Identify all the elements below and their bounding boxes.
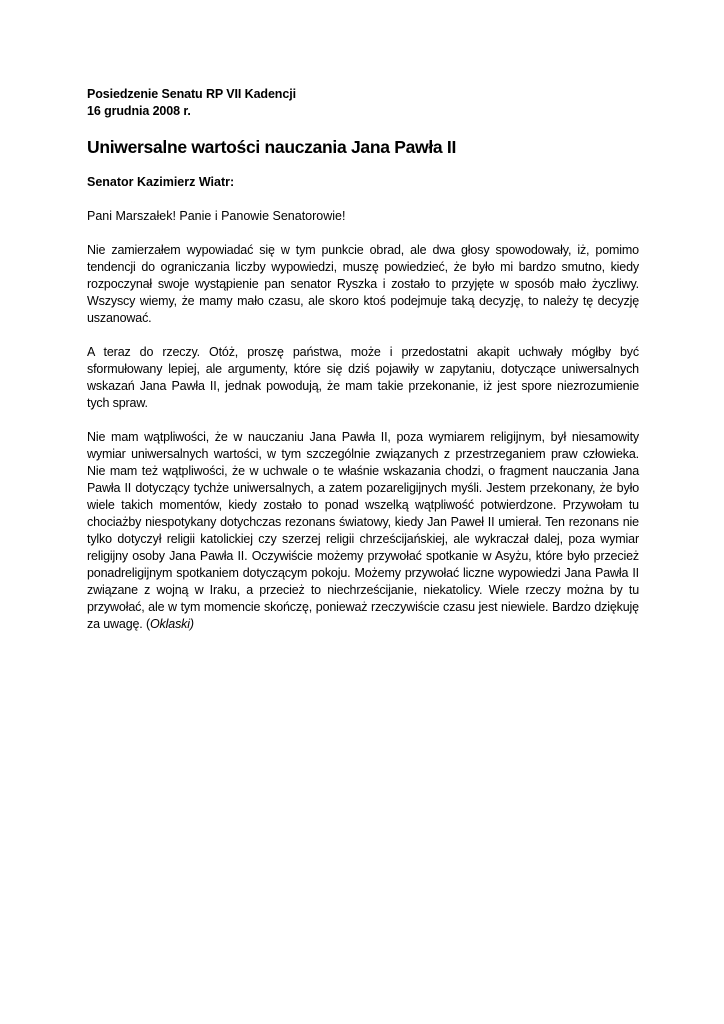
applause-note: Oklaski bbox=[149, 617, 190, 631]
paragraph-1: Nie zamierzałem wypowiadać się w tym punkcie obrad, ale dwa głosy spowodowały, iż, pomimo tendencji do ograniczania liczby wypowiedzi, muszę powiedzieć, że było mi bardzo smutno, kiedy rozpoczynał swoje wystąpienie pan senator Ryszka i zostało to przyjęte w sposób mało życzliwy. Wszyscy wiemy, że mamy mało czasu, ale skoro ktoś podejmuje taką decyzję, to należy tę decyzję uszanować. bbox=[87, 243, 639, 325]
paragraph-2: A teraz do rzeczy. Otóż, proszę państwa, może i przedostatni akapit uchwały mógłby być sformułowany lepiej, ale argumenty, które się dziś pojawiły w zapytaniu, dotyczące uniwersalnych wskazań Jana Pawła II, jednak powodują, że mam takie przekonanie, iż jest spore niezrozumienie tych spraw. bbox=[87, 345, 639, 410]
speaker-name: Senator Kazimierz Wiatr: bbox=[87, 175, 235, 189]
session-name: Posiedzenie Senatu RP VII Kadencji bbox=[87, 87, 296, 101]
salutation: Pani Marszałek! Panie i Panowie Senatorowie! bbox=[87, 209, 346, 223]
document-title: Uniwersalne wartości nauczania Jana Pawła II bbox=[87, 137, 457, 157]
document-page bbox=[87, 86, 639, 633]
session-date: 16 grudnia 2008 r. bbox=[87, 104, 191, 118]
paragraph-3-text: Nie mam wątpliwości, że w nauczaniu Jana Pawła II, poza wymiarem religijnym, był niesamowity wymiar uniwersalnych wartości, w tym szczególnie związanych z przestrzeganiem praw człowieka. Nie mam też wątpliwości, że w uchwale o te właśnie wskazania chodzi, o fragment nauczania Jana Pawła II dotyczący tychże uniwersalnych, a zatem pozareligijnych myśli. Jestem przekonany, że było wiele takich momentów, kiedy zostało to ponad wszelką wątpliwość potwierdzone. Przywołam tu chociażby niespotykany dotychczas rezonans światowy, kiedy Jan Paweł II umierał. Ten rezonans nie tylko dotyczył religii katolickiej czy szerzej religii chrześcijańskiej, ale wykraczał dalej, poza wymiar religijny osoby Jana Pawła II. Oczywiście możemy przywołać spotkanie w Asyżu, które było przecież ponadreligijnym spotkaniem dotyczącym pokoju. Możemy przywołać liczne wypowiedzi Jana Pawła II związane z wojną w Iraku, a przecież to niechrześcijanie, niekatolicy. Wiele rzeczy można by tu przywołać, ale w tym momencie skończę, ponieważ rzeczywiście czasu jest niewiele. Bardzo dziękuję za uwagę. ( bbox=[87, 430, 639, 631]
paragraph-3 bbox=[87, 429, 639, 633]
applause-close: ) bbox=[189, 617, 194, 631]
